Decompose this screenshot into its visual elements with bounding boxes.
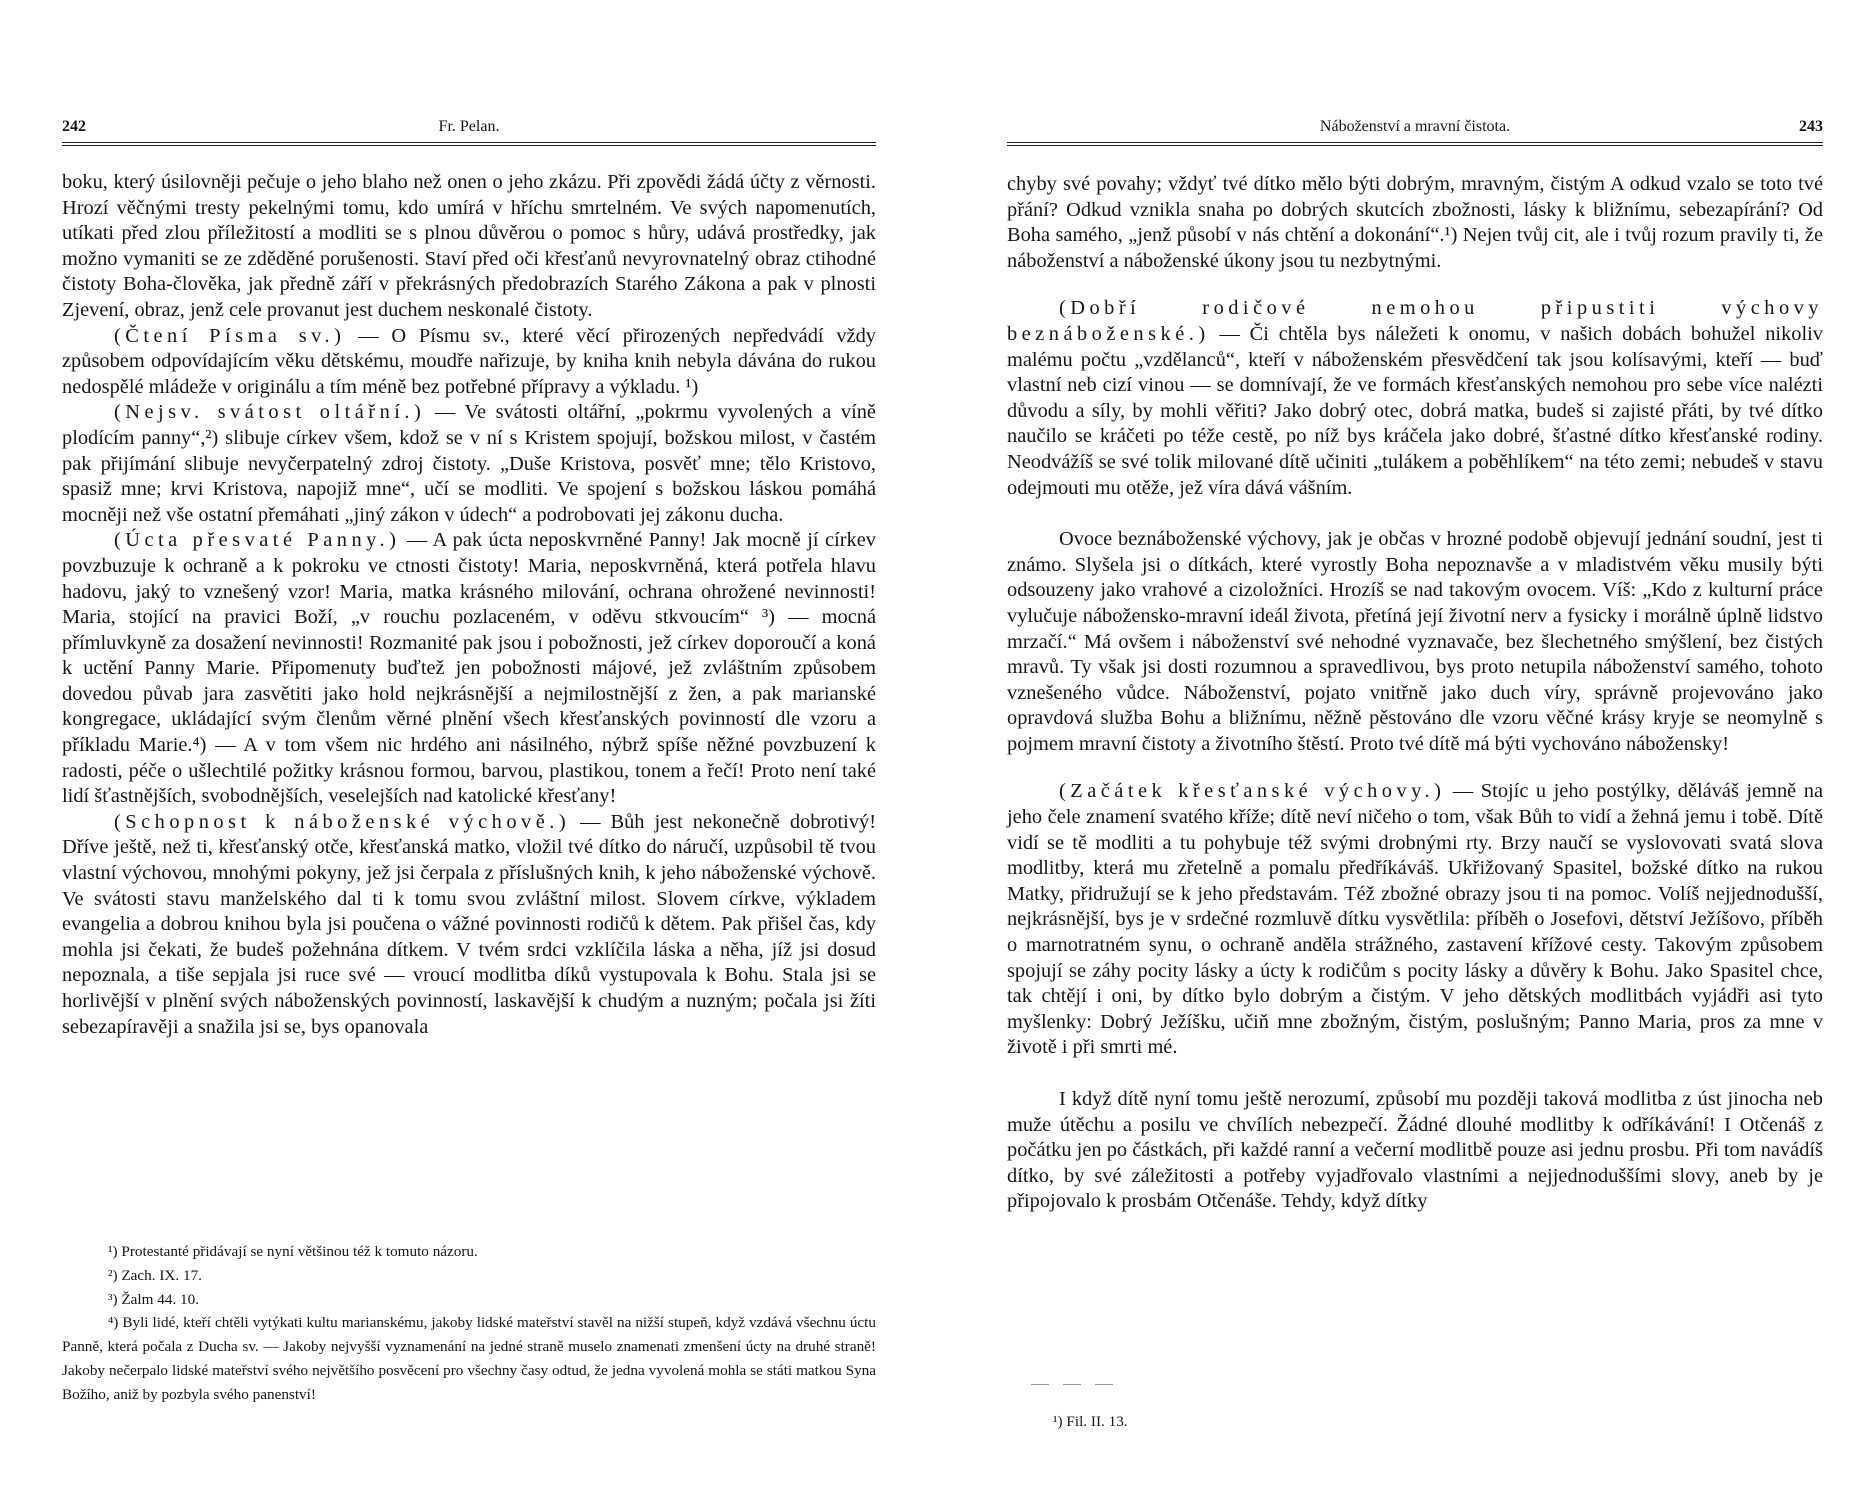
right-body-text <box>1007 172 1823 1215</box>
footnote-separator <box>1031 1372 1191 1378</box>
running-title: Fr. Pelan. <box>438 118 500 135</box>
paragraph: boku, který úsilovněji pečuje o jeho blaho než onen o jeho zkázu. Při zpovědi žádá účty z věrnosti. Hrozí věčnými tresty pekelnými tomu, kdo umírá v hříchu smrtelném. Ve svých napomenutích, utíkati před zlou příležitostí a modliti se s plnou důvěrou o pomoc s hůry, udává prostředky, jak možno vymaniti se ze zděděné porušenosti. Staví před oči křesťanů nevyrovnatelný obraz ctihodné čistoty Boha-člověka, jak předně září v překrásných předobrazích Starého Zákona a pak v plnosti Zjevení, obraz, jenž cele provanut jest duchem neskonalé čistoty. <box>62 171 876 321</box>
paragraph: chyby své povahy; vždyť tvé dítko mělo býti dobrým, mravným, čistým A odkud vzalo se toto tvé přání? Odkud vznikla snaha po dobrých skutcích zbožnosti, lásky k bližnímu, sebezapírání? Od Boha samého, „jenž působí v nás chtění a dokonání“.¹) Nejen tvůj cit, ale i tvůj rozum pravily ti, že náboženství a náboženské úkony jsou tu nezbytnými. <box>1007 173 1823 272</box>
section-lead: (Čtení Písma sv.) <box>114 324 346 347</box>
page-number: 242 <box>62 118 86 135</box>
section-lead: (Dobří rodičové nemohou připustiti výchovy beznáboženské.) <box>1007 297 1823 345</box>
page-number: 243 <box>1799 118 1823 135</box>
paragraph: (Začátek křesťanské výchovy.) — Stojíc u jeho postýlky, děláváš jemně na jeho čele znamení svatého kříže; dítě neví ničeho o tom, však Bůh to vidí a žehná jemu i tobě. Dítě vidí se tě modliti a tu pohybuje též svými drobnými rty. Brzy naučí se vyslovovati svatá slova modlitby, která mu zřetelně a pomalu předříkáváš. Ukřižovaný Spasitel, božské dítko na rukou Matky, přidružují se k jeho představám. Též zbožné obrazy jsou ti na pomoc. Volíš nejjednodušší, nejkrásnější, bys je v srdečné rozmluvě dítku vysvětlila: příběh o Josefovi, dětství Ježíšovo, příběh o marnotratném synu, o ochraně anděla strážného, zastavení křížové cesty. Takovým způsobem spojují se záhy pocity lásky a úcty k rodičům s pocity lásky a důvěry k Bohu. Jako Spasitel chce, tak chtějí i oni, by dítko bylo dobrým a čistým. V jeho dětských modlitbách vyjádři asi tyto myšlenky: Dobrý Ježíšku, učiň mne zbožným, čistým, poslušným; Panno Maria, pros za mne v životě i při smrti mé. <box>1007 780 1823 1059</box>
paragraph: Ovoce beznáboženské výchovy, jak je občas v hrozné podobě objevují jednání soudní, jest ti známo. Slyšela jsi o dítkách, které vyrostly Boha nepoznavše a v mladistvém věku musily býti odsouzeny jako vrahové a cizoložníci. Hrozíš se nad takovým ovocem. Víš: „Kdo z kulturní práce vylučuje nábožensko-mravní ideál života, přetíná její životní nerv a fysicky i morálně úplně lidstvo mrzačí.“ Má ovšem i náboženství své nehodné vyznavače, bez šlechetného smýšlení, bez čistých mravů. Ty však jsi dosti rozumnou a spravedlivou, bys proto netupila náboženství samého, tohoto vznešeného vůdce. Náboženství, pojato vnitřně jako duch víry, správně projevováno jako opravdová služba Bohu a bližnímu, něžně pěstováno dle vzoru věčné krásy kryje se neomylně s pojmem mravní čistoty a životního štěstí. Proto tvé dítě má býti vychováno nábožensky! <box>1007 528 1823 755</box>
left-body-text <box>62 170 876 1040</box>
paragraph: I když dítě nyní tomu ještě nerozumí, způsobí mu později taková modlitba z úst jinocha neb muže útěchu a posilu ve chvílích nebezpečí. Žádné dlouhé modlitby k odříkávání! I Otčenáš z počátku jen po částkách, při každé ranní a večerní modlitbě pouze asi jednu prosbu. Při tom navádíš dítko, by své záležitosti a potřeby vyjadřovalo vlastními a nejjednoduššími slovy, aneb by je připojovalo k prosbám Otčenáše. Tehdy, když dítky <box>1007 1088 1823 1213</box>
section-lead: (Začátek křesťanské výchovy.) <box>1059 780 1446 803</box>
paragraph: (Úcta přesvaté Panny.) — A pak úcta neposkvrněné Panny! Jak mocně jí církev povzbuzuje k ochraně a k pokroku ve ctnosti čistoty! Maria, neposkvrněná, která potřela hlavu hadovu, jaký to vznešený vzor! Maria, matka krásného milování, ochrana ohrožené nevinnosti! Maria, stojící na pravici Boží, „v rouchu pozlaceném, v oděvu stkvoucím“ ³) — mocná přímluvkyně za dosažení nevinnosti! Rozmanité pak jsou i pobožnosti, jež církev doporoučí a koná k uctění Panny Marie. Připomenuty buďtež jen pobožnosti májové, jež zvláštním způsobem dovedou půvab jara zasvětiti jako hold nejkrásnější a nejmilostnější z žen, a pak marianské kongregace, ukládající svým členům věrné plnění všech křesťanských povinností dle vzoru a příkladu Marie.⁴) — A v tom všem nic hrdého ani násilného, nýbrž spíše něžné povzbuzení k radosti, péče o ušlechtilé požitky krásnou formou, barvou, plastikou, tonem a řečí! Proto není také lidí šťastnějších, svobodnějších, veselejších nad katolické křesťany! <box>62 529 876 808</box>
right-page <box>931 0 1862 1500</box>
footnote: ²) Zach. IX. 17. <box>108 1266 202 1284</box>
paragraph: (Schopnost k náboženské výchově.) — Bůh jest nekonečně dobrotivý! Dříve ještě, než ti, křesťanský otče, křesťanská matko, vložil tvé dítko do náručí, uzpůsobil tě tvou vlastní výchovou, mnohými pokyny, jež jsi čerpala z příslušných knih, k jeho náboženské výchově. Ve svátosti stavu manželského dal ti k tomu svou zvláštní milost. Slovem církve, výkladem evangelia a dobrou knihou byla jsi poučena o vážné povinnosti rodičů k dětem. Pak přišel čas, kdy mohla jsi čekati, že budeš požehnána dítkem. V tvém srdci vzklíčila láska a něha, jíž jsi dosud nepoznala, a tiše sepjala jsi ruce své — vroucí modlitba díků vystupovala k Bohu. Stala jsi se horlivější v plnění svých náboženských povinností, laskavější k chudým a nuzným; počala jsi žíti sebezapíravěji a snažila jsi se, bys opanovala <box>62 810 876 1038</box>
section-lead: (Nejsv. svátost oltářní.) <box>114 401 426 424</box>
paragraph: (Nejsv. svátost oltářní.) — Ve svátosti oltářní, „pokrmu vyvolených a víně plodícím panny“,²) slibuje církev všem, kdož se v ní s Kristem spojují, božskou milost, v častém pak přijímání slibuje nevyčerpatelný zdroj čistoty. „Duše Kristova, posvěť mne; tělo Kristovo, spasiž mne; krvi Kristova, napojiž mne“, učí se modliti. Ve spojení s božskou láskou pomáhá mocněji než vše ostatní přemáhati „jiný zákon v údech“ a podrobovati jej zákonu ducha. <box>62 401 876 526</box>
left-footnotes <box>62 1240 876 1407</box>
left-running-header <box>62 112 876 146</box>
paragraph: (Dobří rodičové nemohou připustiti výchovy beznáboženské.) — Či chtěla bys náležeti k onomu, v našich dobách bohužel nikoliv malému počtu „vzdělanců“, kteří v náboženském přesvědčení tak jsou kolísavými, kteří — buď vlastní neb cizí vinou — se domnívají, že ve formách křesťanských nemohou pro sebe více nalézti důvodu a síly, by mohli věřiti? Jako dobrý otec, dobrá matka, budeš si zajisté přáti, by tvé dítko naučilo se kráčeti po téže cestě, po níž bys kráčela jako dobré, šťastné dítko křesťanské rodiny. Neodvážíš se své tolik milované dítě učiniti „tulákem a poběhlíkem“ na této zemi; nebudeš v stavu odejmouti mu otěže, jež víra dává vášním. <box>1007 297 1823 499</box>
paragraph: (Čtení Písma sv.) — O Písmu sv., které věcí přirozených nepředvádí vždy způsobem odpovídajícím věku dětskému, moudře nařizuje, by kniha knih nebyla dávána do rukou nedospělé mládeže v originálu a tím méně bez potřebné přípravy a výkladu. ¹) <box>62 324 876 398</box>
right-running-header <box>1007 112 1823 146</box>
footnote: ¹) Protestanté přidávají se nyní většinou též k tomuto názoru. <box>108 1243 478 1260</box>
footnote: ³) Žalm 44. 10. <box>108 1290 200 1308</box>
footnote: ⁴) Byli lidé, kteří chtěli vytýkati kultu marianskému, jakoby lidské mateřství stavěl na nižší stupeň, když vzdává všechnu úctu Panně, která počala z Ducha sv. — Jakoby nejvyšší vyznamenání na jedné straně muselo znamenati zmenšení úcty na druhé straně! Jakoby nečerpalo lidské mateřství svého největšího posvěcení pro všechny časy odtud, že jedna vyvolená mohla se státi matkou Syna Božího, aniž by pozbyla svého panenství! <box>62 1314 876 1403</box>
section-lead: (Úcta přesvaté Panny.) <box>114 529 401 552</box>
right-footnotes <box>1007 1410 1823 1434</box>
section-lead: (Schopnost k náboženské výchově.) <box>114 810 571 833</box>
running-title: Náboženství a mravní čistota. <box>1319 118 1511 135</box>
footnote: ¹) Fil. II. 13. <box>1053 1413 1128 1430</box>
